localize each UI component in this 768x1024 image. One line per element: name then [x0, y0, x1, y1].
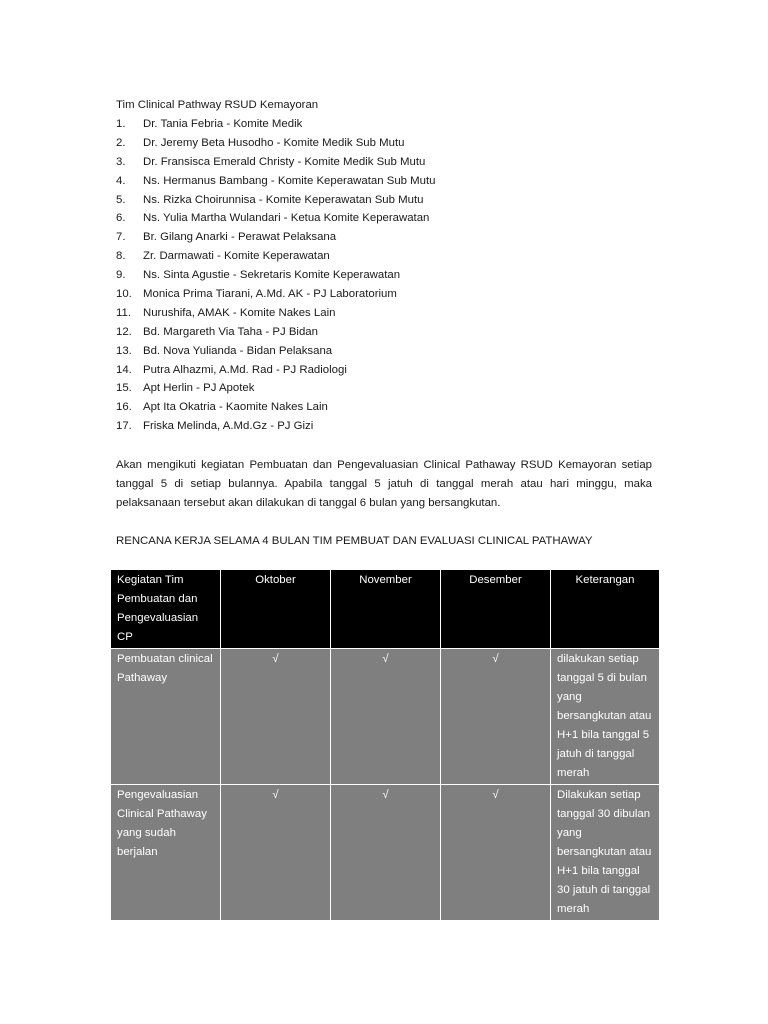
list-item — [116, 266, 436, 285]
member-text: Bd. Margareth Via Taha - PJ Bidan — [143, 325, 318, 338]
checkmark-cell: √ — [441, 785, 551, 921]
activity-cell: Pengevaluasian Clinical Pathaway yang sudah berjalan — [111, 785, 221, 921]
note-cell: dilakukan setiap tanggal 5 di bulan yang bersangkutan atau H+1 bila tanggal 5 jatuh di tanggal merah — [551, 649, 660, 785]
list-number: 17. — [116, 420, 132, 433]
list-number: 10. — [116, 288, 132, 301]
activity-cell: Pembuatan clinical Pathaway — [111, 649, 221, 785]
member-text: Br. Gilang Anarki - Perawat Pelaksana — [143, 231, 337, 244]
member-text: Dr. Tania Febria - Komite Medik — [143, 118, 303, 130]
member-text: Ns. Hermanus Bambang - Komite Keperawatan Sub Mutu — [143, 174, 436, 187]
list-number: 7. — [116, 231, 126, 244]
work-plan-table — [110, 569, 660, 921]
list-item — [116, 342, 436, 361]
member-text: Nurushifa, AMAK - Komite Nakes Lain — [143, 306, 336, 319]
list-number: 2. — [116, 136, 126, 149]
list-item — [116, 285, 436, 304]
list-number: 5. — [116, 193, 126, 206]
list-number: 11. — [116, 306, 131, 319]
list-item — [116, 172, 436, 191]
member-list — [116, 115, 436, 436]
member-text: Monica Prima Tiarani, A.Md. AK - PJ Laboratorium — [143, 288, 397, 301]
list-item — [116, 209, 436, 228]
plan-title: RENCANA KERJA SELAMA 4 BULAN TIM PEMBUAT DAN EVALUASI CLINICAL PATHAWAY — [116, 535, 593, 547]
member-text: Zr. Darmawati - Komite Keperawatan — [143, 250, 330, 263]
member-text: Bd. Nova Yulianda - Bidan Pelaksana — [143, 344, 333, 357]
list-item — [116, 115, 436, 134]
header-keterangan: Keterangan — [551, 570, 660, 649]
header-desember: Desember — [441, 570, 551, 649]
header-oktober: Oktober — [221, 570, 331, 649]
table-header-row — [111, 570, 660, 649]
member-text: Apt Herlin - PJ Apotek — [143, 382, 255, 395]
list-number: 15. — [116, 382, 132, 395]
list-number: 14. — [116, 363, 132, 376]
list-item — [116, 304, 436, 323]
list-item — [116, 398, 436, 417]
checkmark-cell: √ — [331, 649, 441, 785]
list-item — [116, 134, 436, 153]
checkmark-cell: √ — [221, 649, 331, 785]
member-text: Friska Melinda, A.Md.Gz - PJ Gizi — [143, 420, 314, 433]
list-number: 1. — [116, 118, 126, 130]
checkmark-cell: √ — [331, 785, 441, 921]
list-number: 3. — [116, 155, 126, 168]
list-number: 12. — [116, 325, 132, 338]
checkmark-cell: √ — [441, 649, 551, 785]
table-row — [111, 785, 660, 921]
list-item — [116, 191, 436, 210]
list-number: 6. — [116, 212, 126, 225]
list-number: 13. — [116, 344, 132, 357]
member-text: Dr. Jeremy Beta Husodho - Komite Medik Sub Mutu — [143, 136, 405, 149]
team-title: Tim Clinical Pathway RSUD Kemayoran — [116, 99, 319, 111]
table-row — [111, 649, 660, 785]
member-text: Ns. Rizka Choirunnisa - Komite Keperawatan Sub Mutu — [143, 193, 424, 206]
list-item — [116, 417, 436, 436]
member-text: Ns. Yulia Martha Wulandari - Ketua Komite Keperawatan — [143, 212, 430, 225]
list-item — [116, 228, 436, 247]
header-november: November — [331, 570, 441, 649]
member-text: Dr. Fransisca Emerald Christy - Komite Medik Sub Mutu — [143, 155, 426, 168]
list-item — [116, 153, 436, 172]
member-text: Putra Alhazmi, A.Md. Rad - PJ Radiologi — [143, 363, 347, 376]
member-text: Apt Ita Okatria - Kaomite Nakes Lain — [143, 401, 328, 414]
schedule-paragraph: Akan mengikuti kegiatan Pembuatan dan Pengevaluasian Clinical Pathaway RSUD Kemayoran setiap tanggal 5 di setiap bulannya. Apabila tanggal 5 jatuh di tanggal merah atau hari minggu, maka pelaksanaan tersebut akan dilakukan di tanggal 6 bulan yang bersangkutan. — [116, 459, 652, 509]
list-item — [116, 361, 436, 380]
checkmark-cell: √ — [221, 785, 331, 921]
list-number: 16. — [116, 401, 132, 414]
list-item — [116, 379, 436, 398]
list-number: 9. — [116, 269, 126, 282]
note-cell: Dilakukan setiap tanggal 30 dibulan yang bersangkutan atau H+1 bila tanggal 30 jatuh di tanggal merah — [551, 785, 660, 921]
header-activity: Kegiatan Tim Pembuatan dan Pengevaluasian CP — [111, 570, 221, 649]
list-number: 4. — [116, 174, 126, 187]
member-text: Ns. Sinta Agustie - Sekretaris Komite Keperawatan — [143, 269, 401, 282]
list-item — [116, 247, 436, 266]
list-number: 8. — [116, 250, 126, 263]
list-item — [116, 323, 436, 342]
